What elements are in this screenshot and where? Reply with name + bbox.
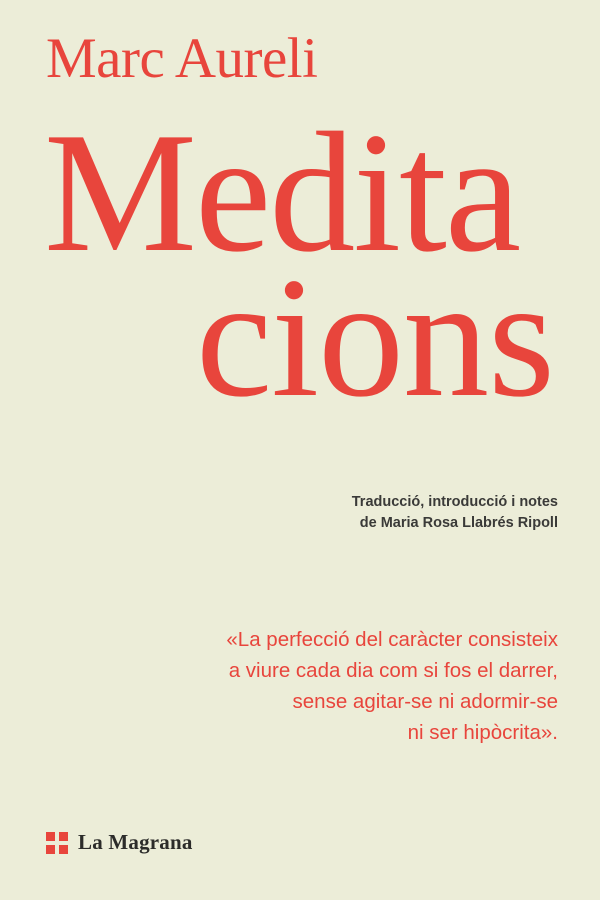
publisher-name: La Magrana xyxy=(78,830,193,854)
quote-line-1: «La perfecció del caràcter consisteix xyxy=(226,628,558,651)
book-title xyxy=(40,98,560,434)
quote-line-3: sense agitar-se ni adormir-se xyxy=(292,690,558,714)
quote-line-4: ni ser hipòcrita». xyxy=(407,721,558,745)
title-line-2: cions xyxy=(195,243,554,434)
translation-credit xyxy=(178,492,558,534)
publisher-logo xyxy=(46,830,193,855)
credit-line-1: Traducció, introducció i notes xyxy=(351,494,558,510)
cover-quote xyxy=(128,624,558,749)
quote-line-2: a viure cada dia com si fos el darrer, xyxy=(228,659,558,683)
author-name: Marc Aureli xyxy=(46,27,318,90)
title-line-1: Medita xyxy=(44,98,520,288)
credit-line-2: de Maria Rosa Llabrés Ripoll xyxy=(359,515,558,532)
pomegranate-cross-icon xyxy=(46,832,68,854)
